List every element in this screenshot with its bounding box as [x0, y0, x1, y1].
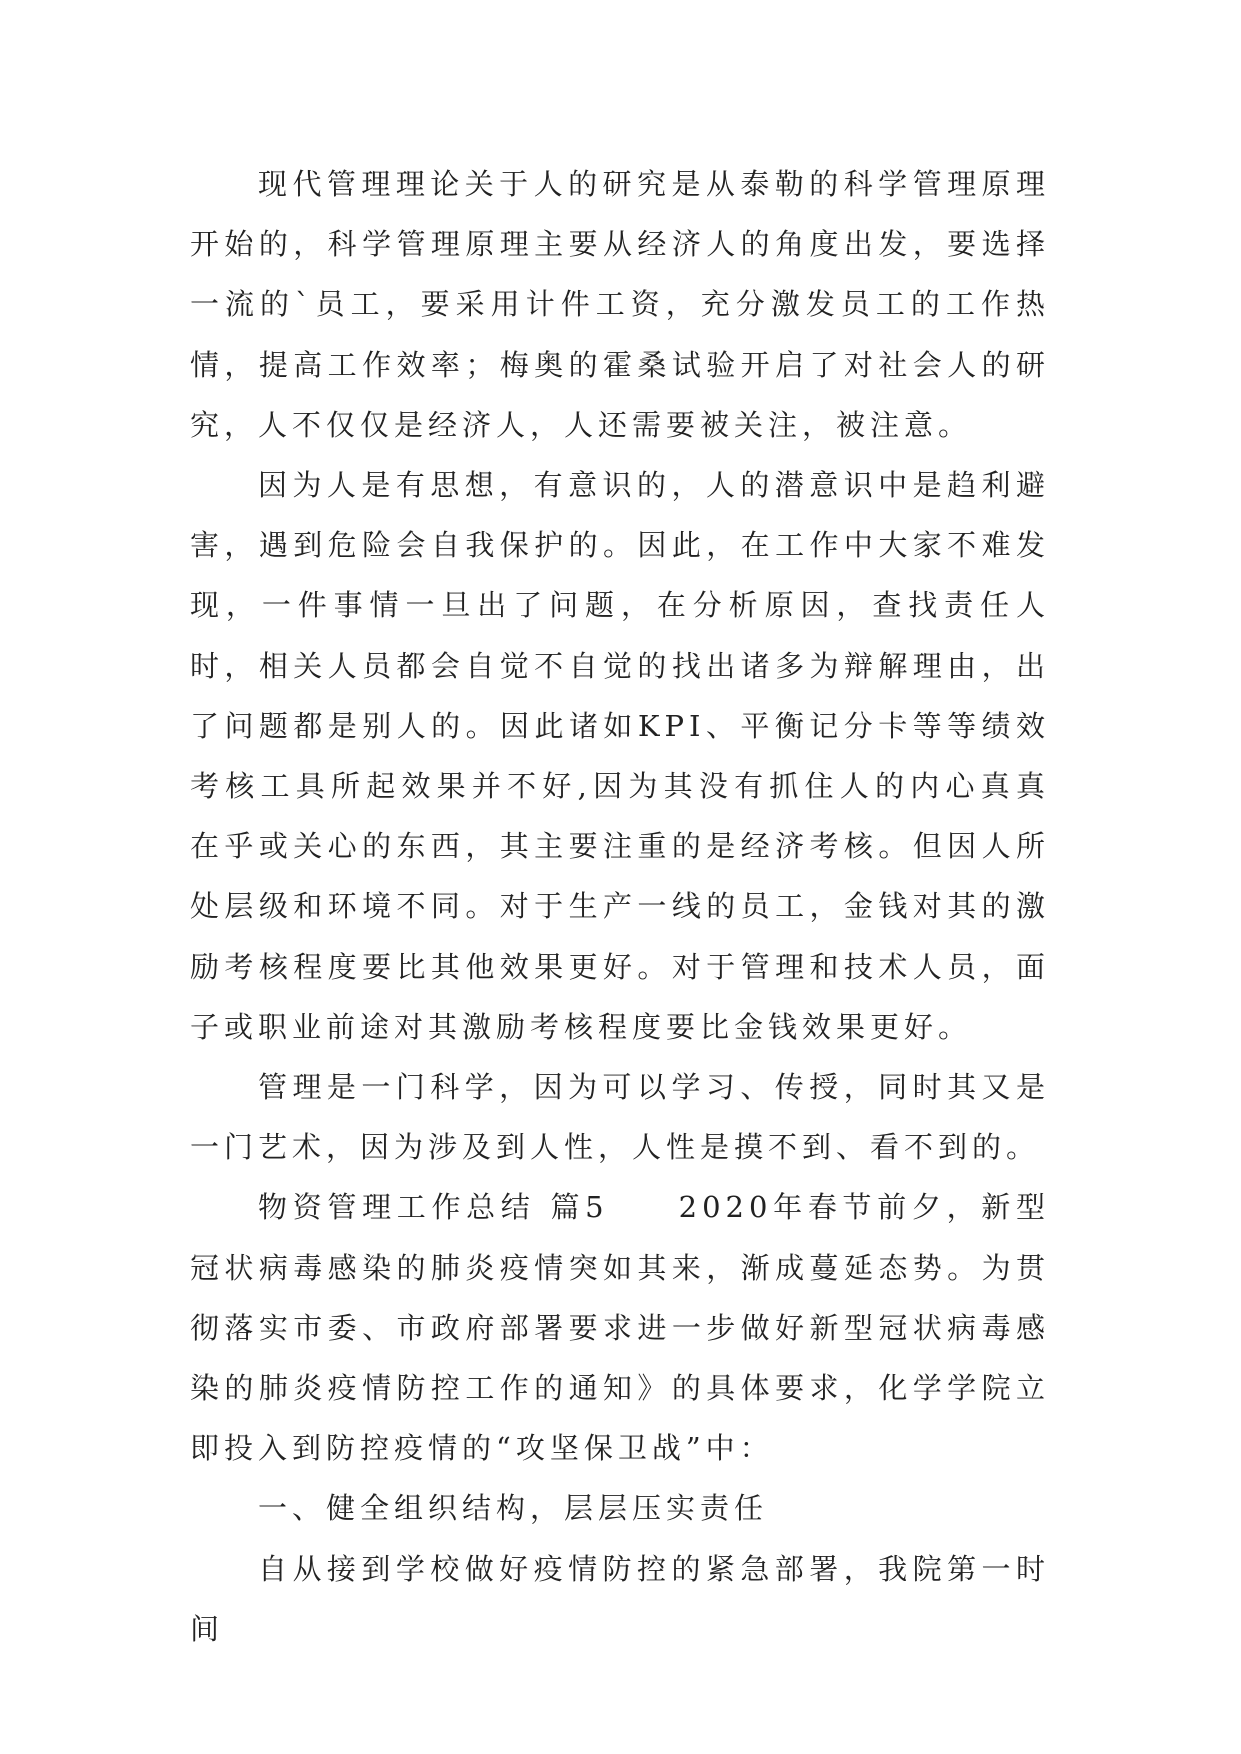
section-heading-organization: 一、健全组织结构，层层压实责任 — [258, 1491, 769, 1526]
document-body — [190, 154, 1050, 1659]
paragraph-human-nature: 因为人是有思想，有意识的，人的潜意识中是趋利避害，遇到危险会自我保护的。因此，在工作中大家不难发现，一件事情一旦出了问题，在分析原因，查找责任人时，相关人员都会自觉不自觉的找出诸多为辩解理由，出了问题都是别人的。因此诸如KPI、平衡记分卡等等绩效考核工具所起效果并不好,因为其没有抓住人的内心真真在乎或关心的东西，其主要注重的是经济考核。但因人所处层级和环境不同。对于生产一线的员工，金钱对其的激励考核程度要比其他效果更好。对于管理和技术人员，面子或职业前途对其激励考核程度要比金钱效果更好。 — [190, 468, 1050, 1044]
paragraph-first-response: 自从接到学校做好疫情防控的紧急部署，我院第一时间 — [190, 1551, 1050, 1646]
paragraph-management-theory: 现代管理理论关于人的研究是从泰勒的科学管理原理开始的，科学管理原理主要从经济人的角度出发，要选择一流的`员工，要采用计件工资，充分激发员工的工作热情，提高工作效率；梅奥的霍桑试验开启了对社会人的研究，人不仅仅是经济人，人还需要被关注，被注意。 — [190, 167, 1050, 442]
paragraph-summary-part-5: 物资管理工作总结 篇5 2020年春节前夕，新型冠状病毒感染的肺炎疫情突如其来，渐成蔓延态势。为贯彻落实市委、市政府部署要求进一步做好新型冠状病毒感染的肺炎疫情防控工作的通知》的具体要求，化学学院立即投入到防控疫情的“攻坚保卫战”中： — [190, 1190, 1050, 1466]
paragraph-science-and-art: 管理是一门科学，因为可以学习、传授，同时其又是一门艺术，因为涉及到人性，人性是摸不到、看不到的。 — [190, 1070, 1050, 1165]
